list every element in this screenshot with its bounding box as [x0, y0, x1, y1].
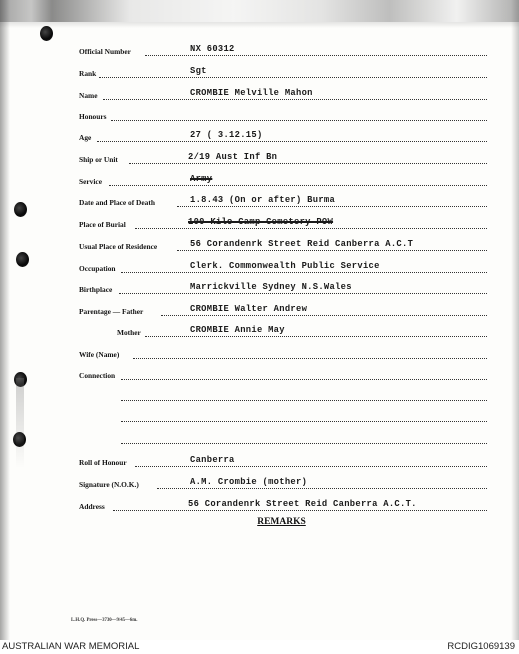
dotted-line: [121, 272, 487, 273]
footer-bar: [0, 640, 519, 654]
field-value: CROMBIE Walter Andrew: [190, 304, 308, 314]
footer-institution: AUSTRALIAN WAR MEMORIAL: [2, 641, 140, 652]
field-value: NX 60312: [190, 44, 235, 54]
field-value: Sgt: [190, 66, 207, 76]
field-value: CROMBIE Melville Mahon: [190, 88, 313, 98]
field-father: [79, 302, 487, 318]
field-value: 1.8.43 (On or after) Burma: [190, 195, 336, 205]
punch-hole: [16, 252, 29, 267]
dotted-line: [121, 443, 487, 444]
field-value: 56 Corandenrk Street Reid Canberra A.C.T: [190, 239, 414, 249]
field-label: Mother: [117, 328, 141, 337]
dotted-line: [135, 228, 487, 229]
field-service: [79, 172, 487, 188]
field-label: Ship or Unit: [79, 155, 118, 164]
field-date-place-death: [79, 193, 487, 209]
field-label: Wife (Name): [79, 350, 120, 359]
field-roll-of-honour: [79, 453, 487, 469]
field-label: Address: [79, 502, 105, 511]
field-label: Signature (N.O.K.): [79, 480, 139, 489]
field-mother: [79, 323, 487, 339]
field-label: Connection: [79, 371, 116, 380]
dotted-line: [177, 250, 487, 251]
scan-left-edge: [0, 0, 10, 640]
field-label: Honours: [79, 112, 107, 121]
dotted-line: [135, 466, 487, 467]
field-value: 27 ( 3.12.15): [190, 130, 263, 140]
field-value: Army: [190, 174, 213, 184]
dotted-line: [145, 336, 487, 337]
field-name: [79, 86, 487, 102]
field-rank: [79, 64, 487, 80]
footer-record-id: RCDIG1069139: [447, 641, 515, 652]
field-label: Roll of Honour: [79, 458, 127, 467]
dotted-line: [113, 510, 487, 511]
dotted-line: [111, 120, 487, 121]
dotted-line: [133, 358, 487, 359]
field-honours: [79, 107, 487, 123]
field-label: Birthplace: [79, 285, 113, 294]
field-usual-residence: [79, 237, 487, 253]
dotted-line: [121, 400, 487, 401]
field-value: 56 Corandenrk Street Reid Canberra A.C.T.: [188, 499, 417, 509]
field-label: Service: [79, 177, 102, 186]
field-place-of-burial: [79, 215, 487, 231]
field-label: Parentage — Father: [79, 307, 144, 316]
field-label: Age: [79, 133, 92, 142]
field-value: Canberra: [190, 455, 235, 465]
dotted-line: [161, 315, 487, 316]
field-value: 100 Kilo Camp Cemetery POW: [188, 217, 334, 227]
dotted-line: [121, 379, 487, 380]
field-age: [79, 128, 487, 144]
dotted-line: [97, 141, 487, 142]
field-birthplace: [79, 280, 487, 296]
dotted-line: [119, 293, 487, 294]
punch-hole: [14, 202, 27, 217]
dotted-line: [145, 55, 487, 56]
remarks-heading: REMARKS: [257, 517, 306, 527]
field-label: Usual Place of Residence: [79, 242, 158, 251]
dotted-line: [103, 99, 487, 100]
field-label: Name: [79, 91, 98, 100]
dotted-line: [129, 163, 487, 164]
punch-hole: [40, 26, 53, 41]
dotted-line: [121, 421, 487, 422]
field-occupation: [79, 259, 487, 275]
printer-imprint: L.H.Q. Press—3730—9/45—6m.: [71, 618, 138, 623]
field-value: Clerk. Commonwealth Public Service: [190, 261, 380, 271]
field-value: A.M. Crombie (mother): [190, 477, 308, 487]
field-official-number: [79, 42, 487, 58]
dotted-line: [99, 77, 487, 78]
scan-right-edge: [511, 0, 519, 640]
field-label: Place of Burial: [79, 220, 126, 229]
scan-smudge: [16, 378, 24, 468]
field-label: Official Number: [79, 47, 131, 56]
field-address: [79, 497, 487, 513]
field-value: 2/19 Aust Inf Bn: [188, 152, 278, 162]
field-label: Occupation: [79, 264, 116, 273]
scan-top-edge: [0, 0, 519, 22]
dotted-line: [109, 185, 487, 186]
field-label: Rank: [79, 69, 97, 78]
dotted-line: [157, 488, 487, 489]
field-label: Date and Place of Death: [79, 198, 155, 207]
field-signature-nok: [79, 475, 487, 491]
dotted-line: [177, 206, 487, 207]
field-ship-or-unit: [79, 150, 487, 166]
field-wife: [79, 345, 487, 361]
field-value: Marrickville Sydney N.S.Wales: [190, 282, 352, 292]
field-value: CROMBIE Annie May: [190, 325, 285, 335]
field-connection: [79, 366, 487, 382]
